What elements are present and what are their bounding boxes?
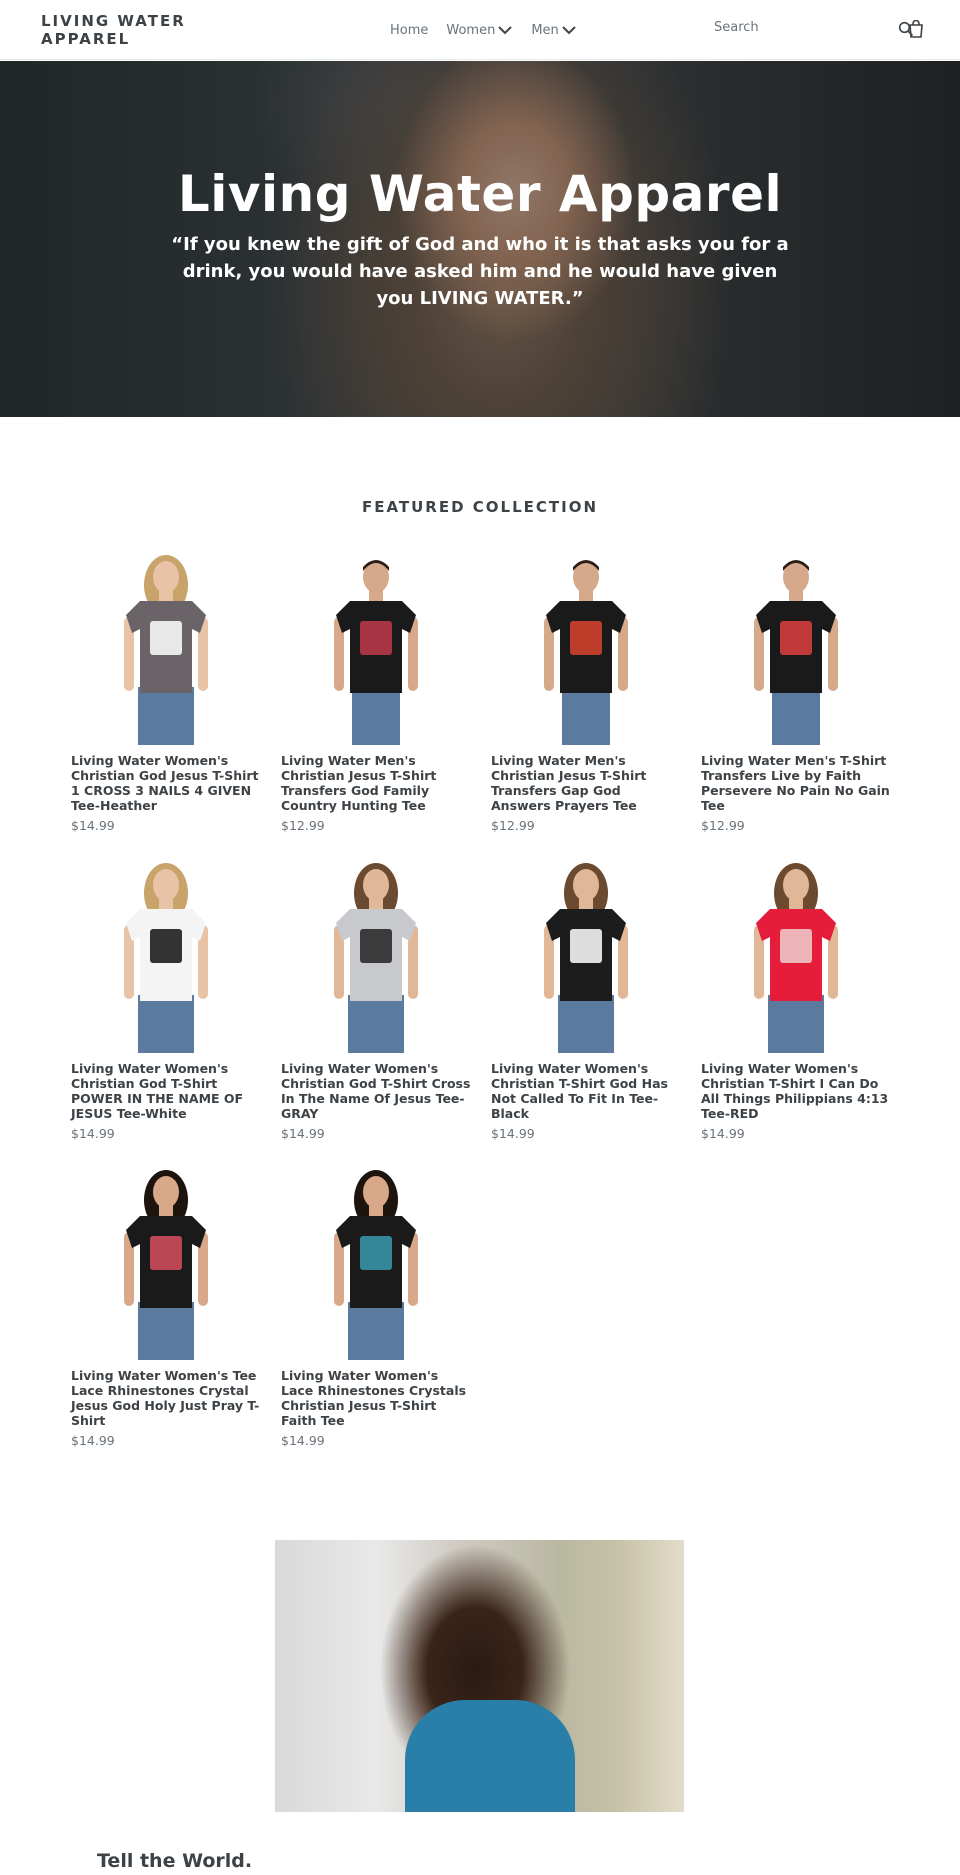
- product-photo: [526, 863, 646, 1053]
- product-title[interactable]: Living Water Women's Christian T-Shirt God Has Not Called To Fit In Tee-Black: [491, 1061, 668, 1121]
- product-title[interactable]: Living Water Women's Tee Lace Rhinestones Crystal Jesus God Holy Just Pray T-Shirt: [71, 1368, 260, 1428]
- nav-item-label: Home: [390, 22, 429, 38]
- product-title[interactable]: Living Water Men's Christian Jesus T-Shirt Transfers God Family Country Hunting Tee: [281, 753, 437, 813]
- about-image: [275, 1540, 684, 1812]
- product-image[interactable]: [701, 555, 891, 745]
- product-photo: [736, 555, 856, 745]
- product-photo: [106, 1170, 226, 1360]
- nav-item-women[interactable]: [446, 22, 513, 38]
- product-price: $14.99: [701, 1126, 745, 1141]
- product-card[interactable]: [491, 863, 681, 1141]
- product-price: $14.99: [71, 1433, 115, 1448]
- cart-icon[interactable]: [908, 20, 924, 38]
- search-input[interactable]: Search: [714, 20, 759, 35]
- site-header: [0, 0, 960, 60]
- nav-item-men[interactable]: [531, 22, 576, 38]
- about-image-sleeve: [405, 1700, 575, 1812]
- product-card[interactable]: [71, 863, 261, 1141]
- product-title[interactable]: Living Water Men's T-Shirt Transfers Live by Faith Persevere No Pain No Gain Tee: [701, 753, 890, 813]
- product-image[interactable]: [71, 1170, 261, 1360]
- product-card[interactable]: [281, 1170, 471, 1448]
- product-card[interactable]: [701, 555, 891, 833]
- chevron-down-icon: [561, 22, 577, 38]
- product-title[interactable]: Living Water Men's Christian Jesus T-Shirt Transfers Gap God Answers Prayers Tee: [491, 753, 647, 813]
- product-price: $14.99: [281, 1126, 325, 1141]
- product-price: $12.99: [491, 818, 535, 833]
- product-image[interactable]: [491, 555, 681, 745]
- hero-banner: [0, 61, 960, 417]
- product-image[interactable]: [281, 863, 471, 1053]
- chevron-down-icon: [497, 22, 513, 38]
- product-title[interactable]: Living Water Women's Christian God T-Shirt POWER IN THE NAME OF JESUS Tee-White: [71, 1061, 244, 1121]
- main-nav: [390, 0, 595, 60]
- product-image[interactable]: [281, 555, 471, 745]
- product-card[interactable]: [281, 555, 471, 833]
- product-title[interactable]: Living Water Women's Christian God T-Shirt Cross In The Name Of Jesus Tee-GRAY: [281, 1061, 471, 1121]
- product-card[interactable]: [281, 863, 471, 1141]
- product-photo: [106, 555, 226, 745]
- product-image[interactable]: [71, 555, 261, 745]
- product-price: $14.99: [281, 1433, 325, 1448]
- product-image[interactable]: [491, 863, 681, 1053]
- featured-collection-title: FEATURED COLLECTION: [361, 498, 599, 516]
- nav-item-label: Men: [531, 22, 559, 38]
- hero-title: Living Water Apparel: [177, 165, 783, 223]
- product-price: $14.99: [71, 818, 115, 833]
- product-price: $14.99: [71, 1126, 115, 1141]
- product-photo: [316, 1170, 436, 1360]
- product-photo: [526, 555, 646, 745]
- product-photo: [106, 863, 226, 1053]
- site-logo[interactable]: LIVING WATER APPAREL: [41, 12, 186, 48]
- product-title[interactable]: Living Water Women's Christian God Jesus T-Shirt 1 CROSS 3 NAILS 4 GIVEN Tee-Heather: [71, 753, 259, 813]
- about-title: Tell the World.: [97, 1850, 253, 1872]
- hero-quote: “If you knew the gift of God and who it is that asks you for a drink, you would have asked him and he would have given you LIVING WATER.”: [171, 234, 789, 309]
- product-image[interactable]: [71, 863, 261, 1053]
- product-price: $12.99: [281, 818, 325, 833]
- product-card[interactable]: [701, 863, 891, 1141]
- product-card[interactable]: [71, 555, 261, 833]
- nav-item-label: Women: [446, 22, 496, 38]
- product-image[interactable]: [281, 1170, 471, 1360]
- product-card[interactable]: [71, 1170, 261, 1448]
- nav-item-home[interactable]: [390, 23, 428, 38]
- product-photo: [316, 555, 436, 745]
- product-image[interactable]: [701, 863, 891, 1053]
- product-price: $14.99: [491, 1126, 535, 1141]
- product-photo: [316, 863, 436, 1053]
- product-price: $12.99: [701, 818, 745, 833]
- product-card[interactable]: [491, 555, 681, 833]
- product-photo: [736, 863, 856, 1053]
- product-title[interactable]: Living Water Women's Lace Rhinestones Crystals Christian Jesus T-Shirt Faith Tee: [281, 1368, 467, 1428]
- product-title[interactable]: Living Water Women's Christian T-Shirt I Can Do All Things Philippians 4:13 Tee-RED: [701, 1061, 889, 1121]
